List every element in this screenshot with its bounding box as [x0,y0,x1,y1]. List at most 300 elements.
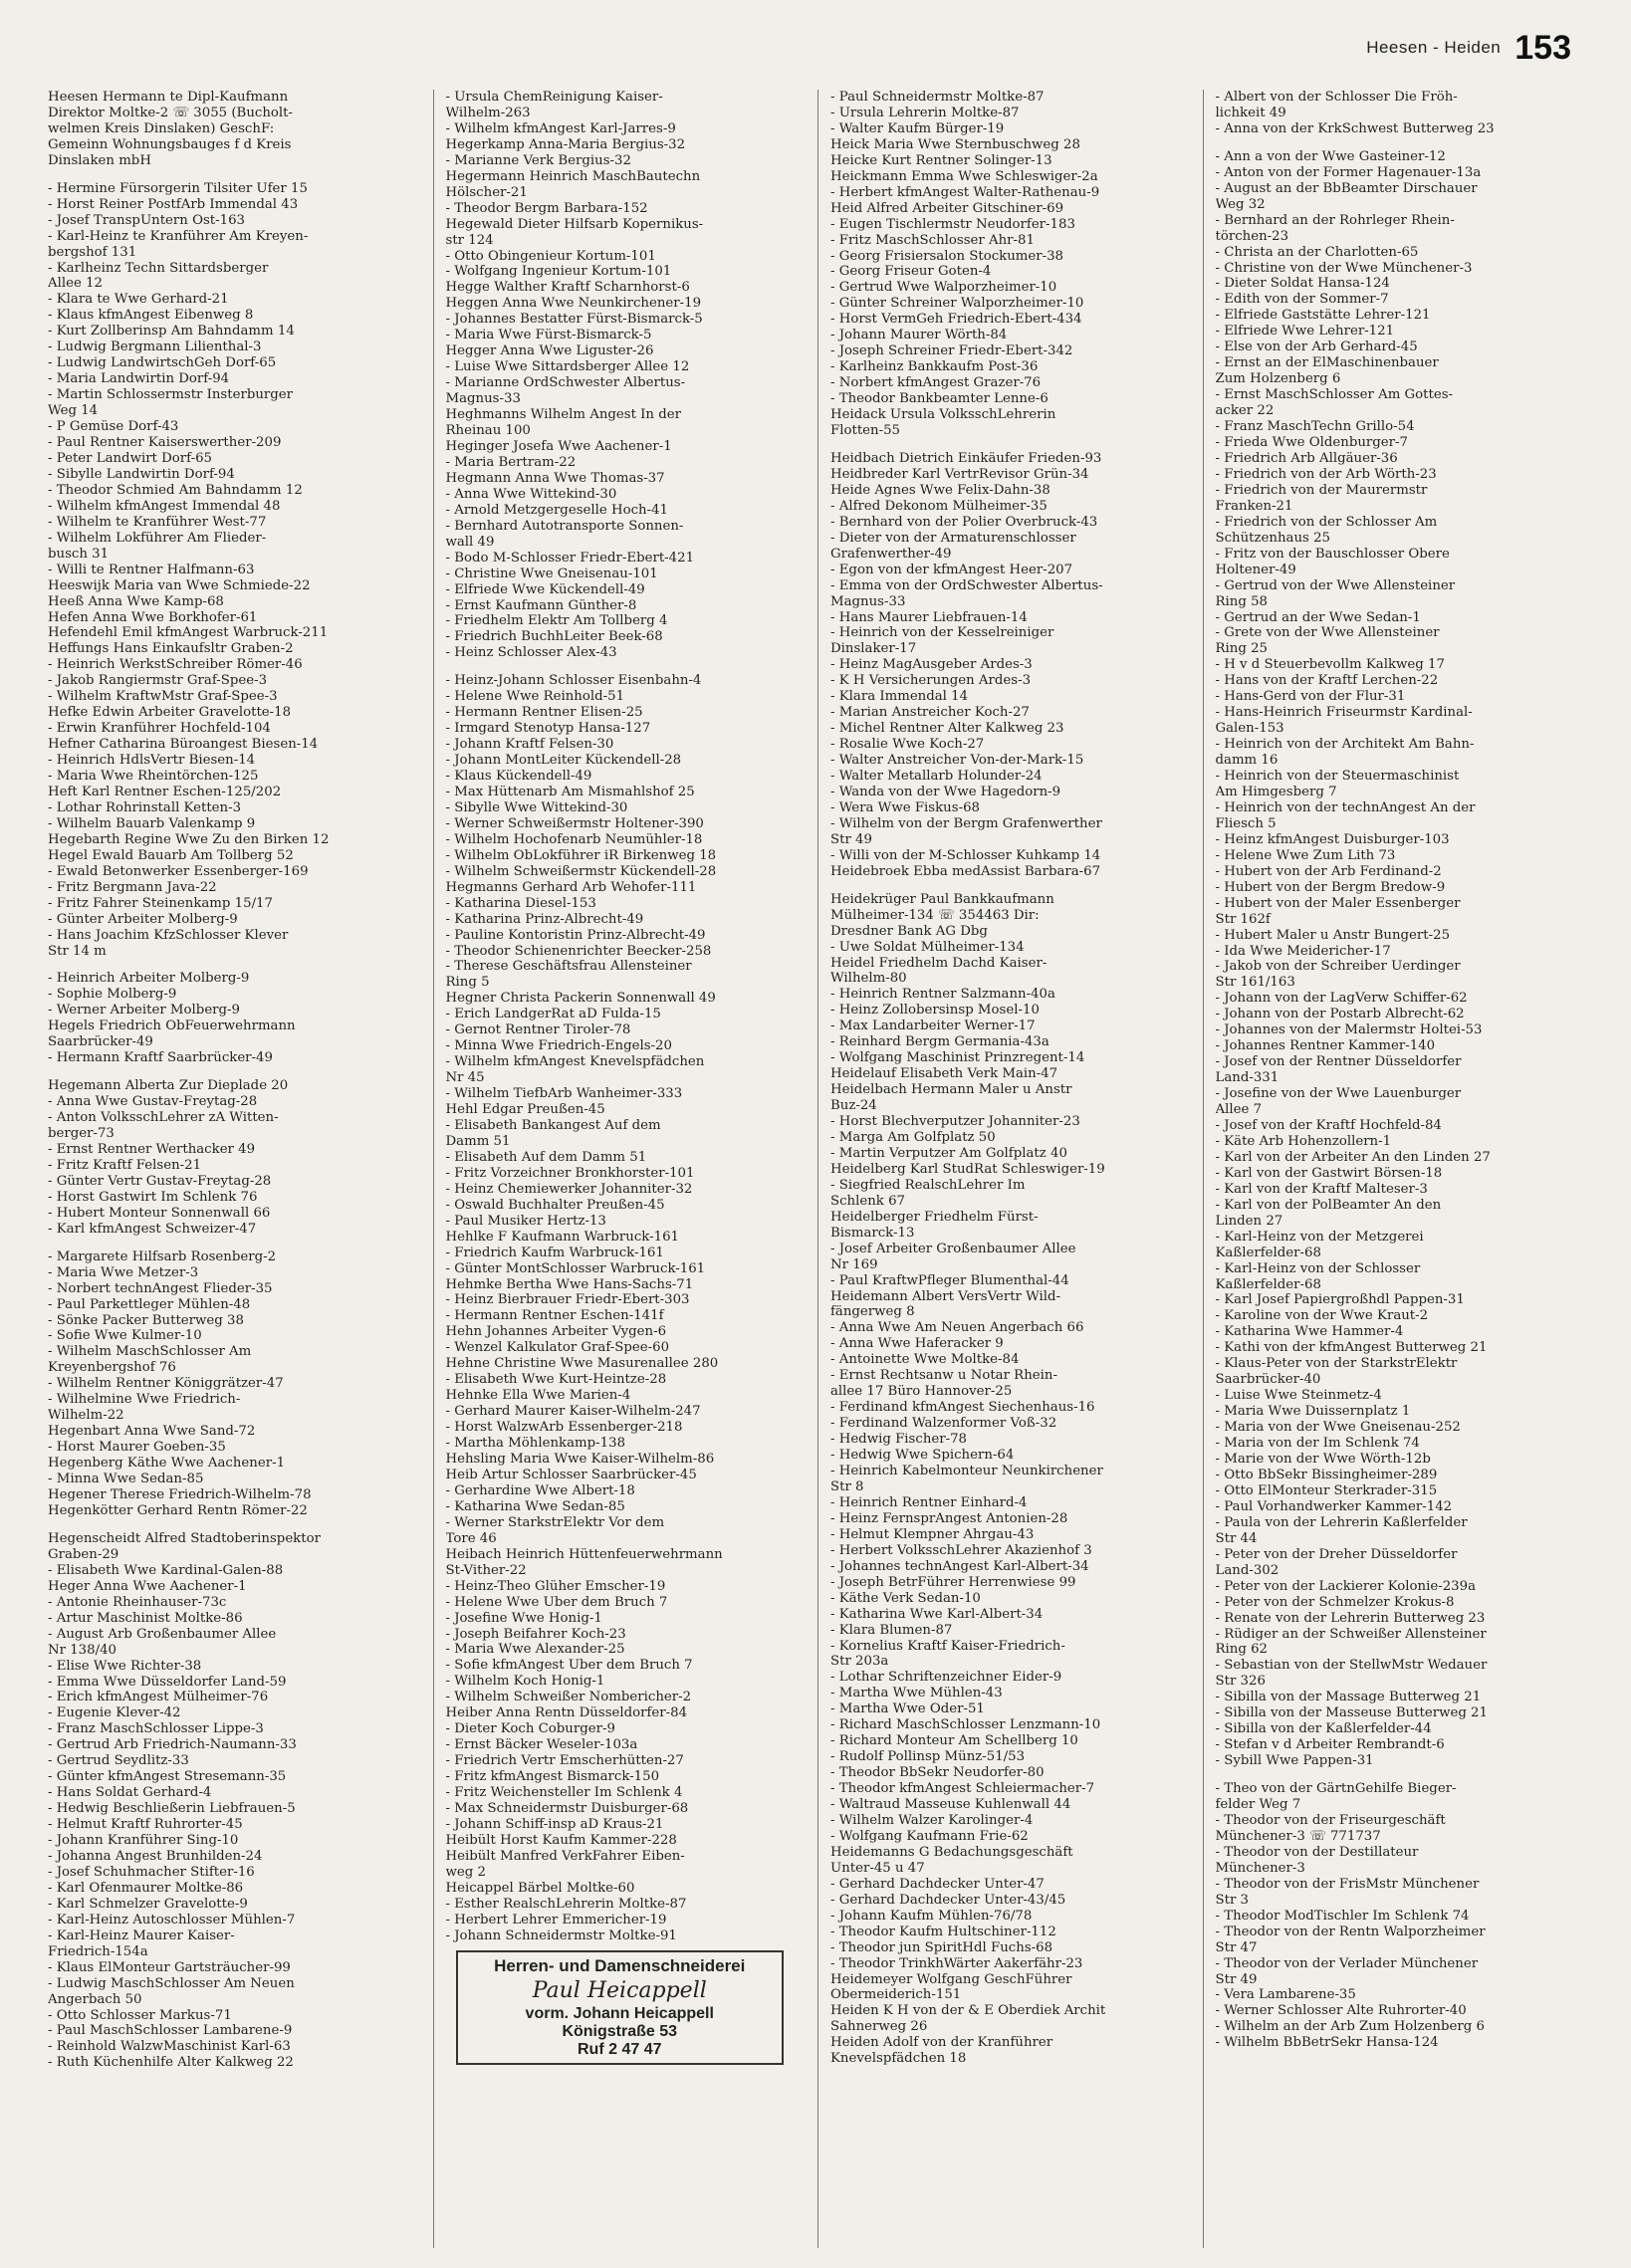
directory-line: - Paula von der Lehrerin Kaßlerfelder [1215,1514,1468,1530]
directory-line: - Horst Reiner PostfArb Immendal 43 [48,196,299,212]
directory-line: - Gertrud Arb Friedrich-Naumann-33 [48,1737,297,1753]
directory-line: Bismarck-13 [830,1225,915,1241]
directory-line: - Martin Schlossermstr Insterburger [48,387,293,403]
directory-line: - Theodor von der FrisMstr Münchener [1215,1876,1480,1892]
advertisement-box [456,1950,785,2065]
directory-line: - Theodor von der Verlader Münchener [1215,1955,1479,1971]
directory-line: Hegmann Anna Wwe Thomas-37 [445,470,665,486]
directory-line: - Joseph BetrFührer Herrenwiese 99 [830,1574,1076,1590]
directory-line: Heiden K H von der & E Oberdiek Archit [830,2003,1106,2019]
directory-line: - Marianne Verk Bergius-32 [445,152,631,168]
directory-line: Hehn Johannes Arbeiter Vygen-6 [445,1324,667,1340]
directory-line: Str 162f [1215,911,1271,927]
directory-line: - Wilhelm BbBetrSekr Hansa-124 [1215,2035,1439,2051]
directory-line: Heide Agnes Wwe Felix-Dahn-38 [830,482,1050,498]
directory-line: - Werner Schweißermstr Holtener-390 [445,815,704,831]
directory-line: - Wilhelm von der Bergm Grafenwerther [830,815,1102,831]
directory-line: - Siegfried RealschLehrer Im [830,1177,1026,1193]
directory-line: Heidebroek Ebba medAssist Barbara-67 [830,863,1101,879]
directory-line: - Hans Maurer Liebfrauen-14 [830,609,1028,625]
directory-line: Str 8 [830,1478,864,1494]
directory-line: - Helene Wwe Über dem Bruch 7 [445,1594,668,1610]
directory-line: - Anna von der KrkSchwest Butterweg 23 [1215,120,1495,136]
directory-line: - Klaus ElMonteur Gartsträucher-99 [48,1959,291,1975]
directory-line: Schützenhaus 25 [1215,530,1330,546]
directory-line: Hefner Catharina Büroangest Biesen-14 [48,737,319,753]
directory-line: Str 203a [830,1654,889,1670]
directory-line: - Jakob Rangiermstr Graf-Spee-3 [48,673,268,689]
directory-line: - Christa an der Charlotten-65 [1215,244,1419,260]
directory-line: - Gerhard Dachdecker Unter-47 [830,1876,1045,1892]
directory-line: Hefen Anna Wwe Borkhofer-61 [48,609,258,625]
directory-line: - Ursula ChemReinigung Kaiser- [445,90,663,105]
directory-line: - Hans Soldat Gerhard-4 [48,1785,212,1801]
directory-line: - Klaus kfmAngest Eibenweg 8 [48,308,254,324]
directory-line: - Johann Schiff-insp aD Kraus-21 [445,1816,664,1832]
directory-line: Hegger Anna Wwe Liguster-26 [445,343,654,359]
directory-line: Str 44 [1215,1530,1258,1546]
directory-line: - Katharina Prinz-Albrecht-49 [445,911,644,927]
entry-gap [830,880,1187,892]
directory-line: bergshof 131 [48,244,137,260]
directory-line: - Theodor von der Destillateur [1215,1844,1419,1860]
directory-line: Heeswijk Maria van Wwe Schmiede-22 [48,577,311,593]
directory-line: - Friedrich Kaufm Warbruck-161 [445,1245,664,1260]
directory-line: Heidemanns G Bedachungsgeschäft [830,1844,1073,1860]
directory-line: Heidemann Albert VersVertr Wild- [830,1288,1061,1304]
directory-line: - Hans Joachim KfzSchlosser Klever [48,927,289,943]
column-3 [817,90,1187,2248]
directory-line: - Martha Möhlenkamp-138 [445,1436,626,1452]
directory-line: - Max Schneidermstr Duisburger-68 [445,1800,689,1816]
directory-line: - Josef von der Rentner Düsseldorfer [1215,1054,1462,1070]
directory-line: - Wolfgang Ingenieur Kortum-101 [445,264,672,280]
directory-line: - Maria Bertram-22 [445,454,577,470]
directory-line: - Joseph Beifahrer Koch-23 [445,1626,626,1642]
directory-line: - Günter kfmAngest Stresemann-35 [48,1769,287,1785]
directory-line: Heeß Anna Wwe Kamp-68 [48,593,224,609]
directory-line: - Dieter Koch Coburger-9 [445,1721,615,1737]
directory-line: Dresdner Bank AG Dbg [830,923,988,939]
directory-line: - Klara Immendal 14 [830,689,969,705]
directory-line: - Elisabeth Bankangest Auf dem [445,1118,661,1133]
directory-line: damm 16 [1215,753,1279,769]
directory-line: - Gerhard Dachdecker Unter-43/45 [830,1892,1066,1908]
directory-line: - Norbert technAngest Flieder-35 [48,1280,273,1296]
directory-line: Wilhelm-22 [48,1408,124,1424]
directory-line: - Josef von der Kraftf Hochfeld-84 [1215,1118,1442,1133]
directory-line: - Gertrud an der Wwe Sedan-1 [1215,609,1421,625]
directory-line: Magnus-33 [830,593,906,609]
directory-line: Graben-29 [48,1546,119,1562]
directory-line: Hegge Walther Kraftf Scharnhorst-6 [445,280,690,296]
directory-line: Heidelberger Friedhelm Fürst- [830,1209,1039,1225]
directory-line: - Ludwig Bergmann Lilienthal-3 [48,340,262,355]
directory-line: - Heinrich WerkstSchreiber Römer-46 [48,657,303,673]
directory-line: - Wilhelm TiefbArb Wanheimer-333 [445,1086,683,1102]
directory-line: - Bernhard Autotransporte Sonnen- [445,518,684,534]
directory-line: - Maria von der Im Schlenk 74 [1215,1436,1420,1452]
directory-line: - Peter von der Dreher Düsseldorfer [1215,1546,1458,1562]
ad-line-3: Ruf 2 47 47 [578,2040,662,2058]
directory-line: - Katharina Wwe Hammer-4 [1215,1324,1404,1340]
directory-line: - Anna Wwe Gustav-Freytag-28 [48,1094,258,1110]
directory-line: Heidel Friedhelm Dachd Kaiser- [830,955,1048,971]
directory-line: - Elisabeth Wwe Kardinal-Galen-88 [48,1562,284,1578]
directory-line: - Hans von der Kraftf Lerchen-22 [1215,673,1439,689]
directory-line: - Luise Wwe Sittardsberger Allee 12 [445,359,690,375]
directory-line: - Reinhold WalzwMaschinist Karl-63 [48,2039,291,2055]
directory-line: Wilhelm-80 [830,971,907,987]
directory-line: - Wilhelm Lokführer Am Flieder- [48,530,267,546]
directory-line: - Johann Kaufm Mühlen-76/78 [830,1908,1033,1924]
directory-line: - Reinhard Bergm Germania-43a [830,1034,1049,1050]
directory-line: - Michel Rentner Alter Kalkweg 23 [830,721,1064,737]
directory-line: - Theodor Bergm Barbara-152 [445,200,648,216]
directory-line: - Ferdinand Walzenformer Voß-32 [830,1416,1057,1432]
directory-line: - Sibilla von der Massage Butterweg 21 [1215,1690,1482,1705]
directory-line: - Werner Schlosser Alte Ruhrorter-40 [1215,2003,1467,2019]
directory-line: - Johann Schneidermstr Moltke-91 [445,1928,677,1943]
directory-line: - Wera Wwe Fiskus-68 [830,799,980,815]
directory-line: Hehmke Bertha Wwe Hans-Sachs-71 [445,1276,694,1292]
directory-line: - Hubert Maler u Anstr Bungert-25 [1215,927,1451,943]
directory-line: - Josef TranspUntern Ost-163 [48,212,246,228]
directory-line: Nr 169 [830,1256,878,1272]
directory-line: Wilhelm-263 [445,105,531,120]
directory-line: - Johannes technAngest Karl-Albert-34 [830,1558,1089,1574]
directory-line: - Friedrich Arb Allgäuer-36 [1215,450,1398,466]
directory-line: - Helene Wwe Reinhold-51 [445,689,625,705]
directory-line: Hegewald Dieter Hilfsarb Kopernikus- [445,216,704,232]
directory-line: - Max Hüttenarb Am Mismahlshof 25 [445,784,695,799]
directory-line: - Sibilla von der Kaßlerfelder-44 [1215,1721,1432,1737]
directory-line: Ring 62 [1215,1642,1268,1658]
directory-line: Heidekrüger Paul Bankkaufmann [830,891,1054,907]
directory-line: - Pauline Kontoristin Prinz-Albrecht-49 [445,927,706,943]
directory-line: - Karl Josef Papiergroßhdl Pappen-31 [1215,1292,1465,1308]
directory-line: - Ernst MaschSchlosser Am Gottes- [1215,387,1454,403]
directory-line: - Hubert Monteur Sonnenwall 66 [48,1205,271,1221]
directory-line: Heickmann Emma Wwe Schleswiger-2a [830,168,1098,184]
directory-line: - Horst WalzwArb Essenberger-218 [445,1420,683,1436]
directory-line: - Martin Verputzer Am Golfplatz 40 [830,1145,1067,1161]
directory-line: - Hubert von der Maler Essenberger [1215,895,1461,911]
directory-line: - Richard MaschSchlosser Lenzmann-10 [830,1717,1101,1733]
directory-line: Heidelauf Elisabeth Verk Main-47 [830,1066,1058,1082]
directory-line: Tore 46 [445,1530,497,1546]
directory-line: - Maria Wwe Fürst-Bismarck-5 [445,328,652,343]
directory-line: Am Himgesberg 7 [1215,784,1337,799]
directory-line: - Friedrich von der Arb Wörth-23 [1215,466,1437,482]
directory-line: - Renate von der Lehrerin Butterweg 23 [1215,1610,1486,1626]
directory-line: allee 17 Büro Hannover-25 [830,1384,1013,1400]
directory-line: - Wilhelm Schweißermstr Kückendell-28 [445,863,717,879]
directory-line: - Johann von der Postarb Albrecht-62 [1215,1007,1465,1022]
directory-line: - Walter Kaufm Bürger-19 [830,120,1005,136]
directory-line: - Hubert von der Arb Ferdinand-2 [1215,863,1442,879]
entry-gap [48,1238,417,1249]
directory-line: - Christine von der Wwe Münchener-3 [1215,260,1473,276]
directory-line: - Ewald Betonwerker Essenberger-169 [48,863,309,879]
directory-line: - Johannes von der Malermstr Holtei-53 [1215,1022,1483,1038]
directory-line: - Theodor Schmied Am Bahndamm 12 [48,482,303,498]
directory-line: Heib Artur Schlosser Saarbrücker-45 [445,1467,697,1482]
directory-line: - Josef Arbeiter Großenbaumer Allee [830,1241,1076,1256]
directory-line: - Friedrich von der Maurermstr [1215,482,1428,498]
directory-line: - Maria Wwe Rheintörchen-125 [48,769,259,785]
directory-line: - Johann Kranführer Sing-10 [48,1833,239,1849]
directory-line: Gemeinn Wohnungsbauges f d Kreis [48,136,292,152]
directory-line: Heidbreder Karl VertrRevisor Grün-34 [830,466,1089,482]
directory-line: - Albert von der Schlosser Die Fröh- [1215,90,1458,105]
directory-line: - Friedrich BuchhLeiter Beek-68 [445,629,663,645]
directory-line: Direktor Moltke-2 ☏ 3055 (Bucholt- [48,105,293,120]
directory-line: - Johann MontLeiter Kückendell-28 [445,753,682,769]
directory-line: - Georg Friseur Goten-4 [830,264,992,280]
ad-line-2: Königstraße 53 [562,2022,678,2040]
directory-line: Land-331 [1215,1070,1280,1086]
directory-line: - Karlheinz Bankkaufm Post-36 [830,359,1039,375]
directory-line: - Ursula Lehrerin Moltke-87 [830,105,1020,120]
directory-line: - Wilhelm te Kranführer West-77 [48,514,267,530]
directory-line: Galen-153 [1215,721,1284,737]
directory-line: - Paul MaschSchlosser Lambarene-9 [48,2023,293,2039]
directory-line: - Theodor BbSekr Neudorfer-80 [830,1765,1045,1781]
directory-line: Heesen Hermann te Dipl-Kaufmann [48,90,289,105]
directory-line: St-Vither-22 [445,1562,527,1578]
directory-line: Land-302 [1215,1562,1280,1578]
directory-line: Heiber Anna Rentn Düsseldorfer-84 [445,1705,688,1721]
directory-line: fängerweg 8 [830,1304,915,1320]
directory-line: - Fritz Fahrer Steinenkamp 15/17 [48,895,273,911]
directory-line: - Ernst an der ElMaschinenbauer [1215,355,1439,371]
directory-line: - Hermann Rentner Elisen-25 [445,705,643,721]
directory-line: Str 49 [830,831,872,847]
directory-line: - Gernot Rentner Tiroler-78 [445,1022,631,1038]
directory-line: - Emma von der OrdSchwester Albertus- [830,577,1103,593]
directory-line: - Heinz-Theo Glüher Emscher-19 [445,1578,666,1594]
directory-line: Heghmanns Wilhelm Angest In der [445,407,681,423]
directory-line: - Hedwig Fischer-78 [830,1432,968,1448]
directory-line: - Heinz FernsprAngest Antonien-28 [830,1510,1068,1526]
directory-line: - Klara Blumen-87 [830,1622,953,1638]
directory-line: Unter-45 u 47 [830,1860,925,1876]
directory-line: - Gerhard Maurer Kaiser-Wilhelm-247 [445,1404,701,1420]
directory-line: - Helmut Kraftf Ruhrorter-45 [48,1817,243,1833]
directory-line: - Erich kfmAngest Mülheimer-76 [48,1690,269,1705]
directory-line: - Ida Wwe Meidericher-17 [1215,943,1391,959]
directory-line: - Theodor Kaufm Hultschiner-112 [830,1924,1056,1939]
directory-line: - Else von der Arb Gerhard-45 [1215,340,1418,355]
directory-line: - Heinz kfmAngest Duisburger-103 [1215,831,1450,847]
directory-line: - Maria Wwe Alexander-25 [445,1642,625,1658]
entry-gap [48,1519,417,1531]
directory-line: Heibült Horst Kaufm Kammer-228 [445,1832,677,1848]
directory-line: Knevelspfädchen 18 [830,2051,967,2067]
directory-line: - Otto Schlosser Markus-71 [48,2007,232,2023]
directory-line: - Hedwig Beschließerin Liebfrauen-5 [48,1801,296,1817]
directory-line: - Anna Wwe Wittekind-30 [445,486,617,502]
directory-line: - Theo von der GärtnGehilfe Bieger- [1215,1781,1457,1797]
directory-line: - Theodor Bankbeamter Lenne-6 [830,391,1048,407]
directory-line: - Heinz Zollobersinsp Mosel-10 [830,1003,1040,1019]
directory-line: - Paul Vorhandwerker Kammer-142 [1215,1498,1453,1514]
directory-line: Heiden Adolf von der Kranführer [830,2035,1053,2051]
directory-line: wall 49 [445,534,495,550]
directory-line: str 124 [445,232,494,248]
directory-line: - August an der BbBeamter Dirschauer [1215,180,1478,196]
directory-line: - Heinrich von der Architekt Am Bahn- [1215,737,1475,753]
directory-line: - Werner StarkstrElektr Vor dem [445,1514,665,1530]
directory-line: - Anna Wwe Haferacker 9 [830,1336,1004,1352]
entry-gap [48,959,417,971]
directory-line: Hehsling Maria Wwe Kaiser-Wilhelm-86 [445,1452,715,1468]
directory-line: - Kornelius Kraftf Kaiser-Friedrich- [830,1638,1065,1654]
directory-line: - Franz MaschSchlosser Lippe-3 [48,1721,264,1737]
directory-line: - Anton VolksschLehrer zA Witten- [48,1110,279,1126]
directory-line: - Stefan v d Arbeiter Rembrandt-6 [1215,1737,1445,1753]
directory-line: - Johannes Bestatter Fürst-Bismarck-5 [445,312,703,328]
directory-line: - Elfriede Wwe Kückendell-49 [445,581,645,597]
directory-line: - Klara te Wwe Gerhard-21 [48,292,229,308]
directory-line: - Sofie kfmAngest Über dem Bruch 7 [445,1658,693,1674]
directory-line: - Karl kfmAngest Schweizer-47 [48,1221,257,1237]
directory-line: - Peter von der Lackierer Kolonie-239a [1215,1578,1477,1594]
directory-line: - Hubert von der Bergm Bredow-9 [1215,879,1446,895]
directory-line: - August Arb Großenbaumer Allee [48,1626,277,1642]
directory-line: Hehnke Ella Wwe Marien-4 [445,1388,631,1404]
directory-line: - Wilhelm Hochofenarb Neumühler-18 [445,831,703,847]
directory-line: Heid Alfred Arbeiter Gitschiner-69 [830,200,1064,216]
directory-line: - Sophie Molberg-9 [48,987,177,1003]
directory-line: - Elfriede Gaststätte Lehrer-121 [1215,308,1431,324]
directory-line: - Ferdinand kfmAngest Siechenhaus-16 [830,1400,1095,1416]
directory-line: Hegmanns Gerhard Arb Wehofer-111 [445,879,697,895]
directory-line: Heidelberg Karl StudRat Schleswiger-19 [830,1161,1105,1177]
directory-line: - Lothar Rohrinstall Ketten-3 [48,799,242,815]
directory-line: Münchener-3 [1215,1860,1305,1876]
directory-line: - Ruth Küchenhilfe Alter Kalkweg 22 [48,2055,294,2071]
directory-line: - Wolfgang Maschinist Prinzregent-14 [830,1050,1085,1066]
directory-line: - Günter MontSchlosser Warbruck-161 [445,1260,706,1276]
directory-line: felder Weg 7 [1215,1797,1301,1813]
directory-line: welmen Kreis Dinslaken) GeschF: [48,120,275,136]
directory-line: - Martha Wwe Oder-51 [830,1701,985,1717]
directory-line: - Marie von der Wwe Wörth-12b [1215,1452,1431,1468]
directory-line: Friedrich-154a [48,1943,148,1959]
entry-gap [1216,137,1572,149]
directory-line: Flotten-55 [830,423,901,439]
directory-line: - Elfriede Wwe Lehrer-121 [1215,324,1395,340]
directory-line: - Emma Wwe Düsseldorfer Land-59 [48,1674,287,1690]
directory-line: - Fritz MaschSchlosser Ahr-81 [830,232,1035,248]
directory-line: - Heinrich Kabelmonteur Neunkirchener [830,1464,1103,1479]
directory-line: - Norbert kfmAngest Grazer-76 [830,375,1042,391]
directory-line: - Paul Musiker Hertz-13 [445,1213,606,1229]
ad-headline: Herren- und Damenschneiderei [494,1955,746,1975]
directory-line: Zum Holzenberg 6 [1215,371,1341,387]
directory-line: - Johann Kraftf Felsen-30 [445,737,614,753]
ad-signature: Paul Heicappell [532,1977,707,2003]
directory-line: - Wilhelm MaschSchlosser Am [48,1344,252,1360]
directory-line: - Katharina Wwe Sedan-85 [445,1498,625,1514]
directory-line: - Hans-Heinrich Friseurmstr Kardinal- [1215,705,1473,721]
directory-line: Allee 12 [48,276,103,292]
directory-line: Saarbrücker-40 [1215,1372,1321,1388]
directory-line: Hegel Ewald Bauarb Am Tollberg 52 [48,847,294,863]
directory-line: - Heinz-Johann Schlosser Eisenbahn-4 [445,673,702,689]
directory-line: - Karl-Heinz von der Schlosser [1215,1260,1421,1276]
directory-line: - Helene Wwe Zum Lith 73 [1215,847,1396,863]
directory-line: - Antonie Rheinhauser-73c [48,1594,227,1610]
directory-line: acker 22 [1215,403,1275,419]
directory-line: Hegebarth Regine Wwe Zu den Birken 12 [48,831,330,847]
directory-line: Heicke Kurt Rentner Solinger-13 [830,152,1052,168]
directory-line: Magnus-33 [445,391,521,407]
directory-line: - Otto ElMonteur Sterkrader-315 [1215,1482,1438,1498]
directory-line: - Franz MaschTechn Grillo-54 [1215,419,1415,435]
directory-line: Hegemann Alberta Zur Dieplade 20 [48,1078,289,1094]
directory-line: - Theodor von der Rentn Walporzheimer [1215,1924,1486,1939]
directory-line: - Max Landarbeiter Werner-17 [830,1019,1036,1034]
directory-line: - Fritz kfmAngest Bismarck-150 [445,1769,660,1785]
directory-line: - Katharina Wwe Karl-Albert-34 [830,1606,1044,1622]
directory-line: - Käthe Verk Sedan-10 [830,1590,981,1606]
directory-line: - Antoinette Wwe Moltke-84 [830,1352,1020,1368]
directory-line: - Kurt Zollberinsp Am Bahndamm 14 [48,324,295,340]
directory-line: Str 326 [1215,1674,1266,1690]
directory-line: Str 49 [1215,1971,1258,1987]
directory-line: - Willi te Rentner Halfmann-63 [48,562,255,577]
directory-columns [48,90,1571,2248]
directory-line: - Rudolf Pollinsp Münz-51/53 [830,1749,1026,1765]
directory-line: - Hans-Gerd von der Flur-31 [1215,689,1406,705]
column-4 [1203,90,1572,2248]
directory-line: Hegenberg Käthe Wwe Aachener-1 [48,1456,286,1472]
directory-line: Holtener-49 [1215,562,1296,577]
directory-line: - Dieter Soldat Hansa-124 [1215,276,1390,292]
directory-line: Sahnerweg 26 [830,2019,928,2035]
directory-line: - Ludwig MaschSchlosser Am Neuen [48,1975,295,1991]
directory-line: - Joseph Schreiner Friedr-Ebert-342 [830,343,1073,359]
directory-line: berger-73 [48,1126,115,1142]
directory-line: - Heinrich von der Steuermaschinist [1215,769,1460,785]
directory-line: Fliesch 5 [1215,815,1277,831]
directory-line: - Lothar Schriftenzeichner Eider-9 [830,1670,1062,1686]
directory-line: - Marianne OrdSchwester Albertus- [445,375,686,391]
directory-line: Str 14 m [48,943,107,959]
directory-line: - Artur Maschinist Moltke-86 [48,1610,243,1626]
directory-line: - Theodor Schienenrichter Beecker-258 [445,943,712,959]
directory-line: - Herbert Lehrer Emmericher-19 [445,1912,667,1928]
directory-line: - Heinrich HdlsVertr Biesen-14 [48,753,256,769]
directory-line: - Eugen Tischlermstr Neudorfer-183 [830,216,1075,232]
directory-line: Hegener Therese Friedrich-Wilhelm-78 [48,1487,312,1503]
directory-line: - Wilhelm an der Arb Zum Holzenberg 6 [1215,2019,1485,2035]
directory-line: Weg 14 [48,403,99,419]
directory-line: - Wilhelm Rentner Königgrätzer-47 [48,1376,284,1392]
directory-line: - Ernst Rentner Werthacker 49 [48,1142,256,1157]
directory-line: - Wilhelmine Wwe Friedrich- [48,1392,241,1408]
directory-line: Franken-21 [1215,498,1293,514]
directory-line: - Erich LandgerRat aD Fulda-15 [445,1007,661,1022]
directory-line: - Wilhelm kfmAngest Knevelspfädchen [445,1054,705,1070]
directory-line: - Karoline von der Wwe Kraut-2 [1215,1308,1429,1324]
directory-line: - Fritz Vorzeichner Bronkhorster-101 [445,1165,695,1181]
directory-line: - Vera Lambarene-35 [1215,1987,1356,2003]
directory-line: - Karl-Heinz Maurer Kaiser- [48,1928,235,1943]
